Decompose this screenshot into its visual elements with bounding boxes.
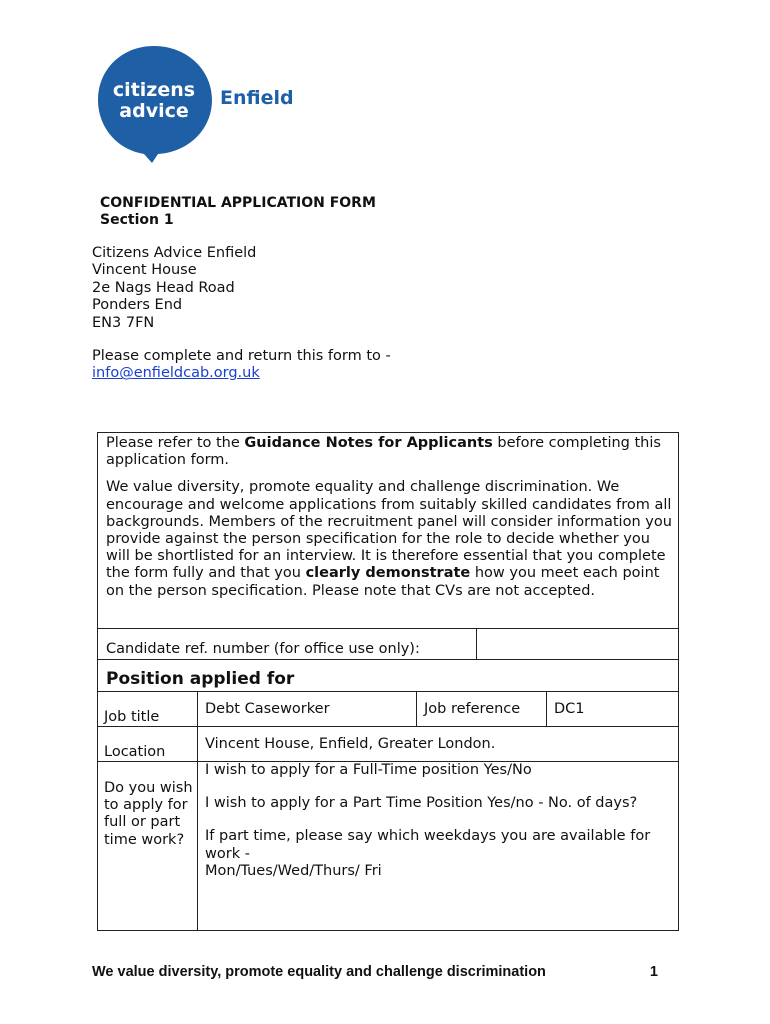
logo-bubble-icon bbox=[96, 44, 306, 164]
form-title: CONFIDENTIAL APPLICATION FORM bbox=[100, 195, 376, 211]
logo-text-citizens: citizens bbox=[112, 79, 196, 101]
job-reference-label: Job reference bbox=[424, 701, 521, 717]
page-footer bbox=[92, 964, 662, 980]
location-label: Location bbox=[104, 744, 166, 760]
address-line: Vincent House bbox=[92, 262, 197, 279]
form-section: Section 1 bbox=[100, 212, 174, 228]
guidance-notes bbox=[106, 435, 672, 610]
position-applied-title: Position applied for bbox=[106, 669, 295, 689]
weekdays-question: If part time, please say which weekdays you are available for work - bbox=[205, 828, 651, 862]
job-reference-value[interactable]: DC1 bbox=[554, 701, 585, 717]
work-type-answers[interactable] bbox=[205, 762, 675, 880]
guidance-paragraph-1: Please refer to the Guidance Notes for Applicants before completing this application form. bbox=[106, 435, 661, 469]
full-time-option[interactable]: I wish to apply for a Full-Time position Yes/No bbox=[205, 762, 532, 778]
work-type-label: Do you wish to apply for full or part time work? bbox=[104, 780, 193, 848]
return-email-link[interactable]: info@enfieldcab.org.uk bbox=[92, 365, 260, 382]
logo-text-advice: advice bbox=[119, 100, 189, 122]
guidance-paragraph-2: We value diversity, promote equality and challenge discrimination. We encourage and welcome applications from suitably skilled candidates from all backgrounds. Members of the recruitment panel will consider information you provide against the person specification for the role to decide whether you will be shortlisted for an interview. It is therefore essential that you complete the form fully and that you clearly demonstrate how you meet each point on the person specification. Please note that CVs are not accepted. bbox=[106, 479, 672, 599]
part-time-option[interactable]: I wish to apply for a Part Time Position Yes/no - No. of days? bbox=[205, 795, 638, 812]
job-title-value[interactable]: Debt Caseworker bbox=[205, 701, 330, 717]
return-text: Please complete and return this form to - bbox=[92, 348, 391, 364]
job-title-label: Job title bbox=[104, 709, 160, 725]
location-value[interactable]: Vincent House, Enfield, Greater London. bbox=[205, 736, 496, 752]
page-number: 1 bbox=[649, 964, 658, 980]
footer-text: We value diversity, promote equality and challenge discrimination bbox=[92, 964, 546, 980]
guidance-notes-ref: Guidance Notes for Applicants bbox=[244, 435, 493, 451]
address-line: 2e Nags Head Road bbox=[92, 279, 235, 296]
candidate-ref-label: Candidate ref. number (for office use only): bbox=[106, 641, 420, 657]
office-address bbox=[92, 245, 256, 332]
weekdays-options[interactable]: Mon/Tues/Wed/Thurs/ Fri bbox=[205, 862, 382, 879]
citizens-advice-logo bbox=[96, 44, 306, 164]
logo-text-branch: Enfield bbox=[220, 87, 294, 109]
return-instructions bbox=[92, 348, 391, 383]
clearly-demonstrate-emphasis: clearly demonstrate bbox=[305, 565, 471, 582]
candidate-ref-field[interactable] bbox=[477, 629, 677, 659]
form-heading bbox=[100, 195, 376, 229]
application-form-box bbox=[97, 432, 679, 931]
address-line: Citizens Advice Enfield bbox=[92, 245, 257, 261]
address-line: Ponders End bbox=[92, 297, 183, 314]
address-line: EN3 7FN bbox=[92, 314, 155, 331]
